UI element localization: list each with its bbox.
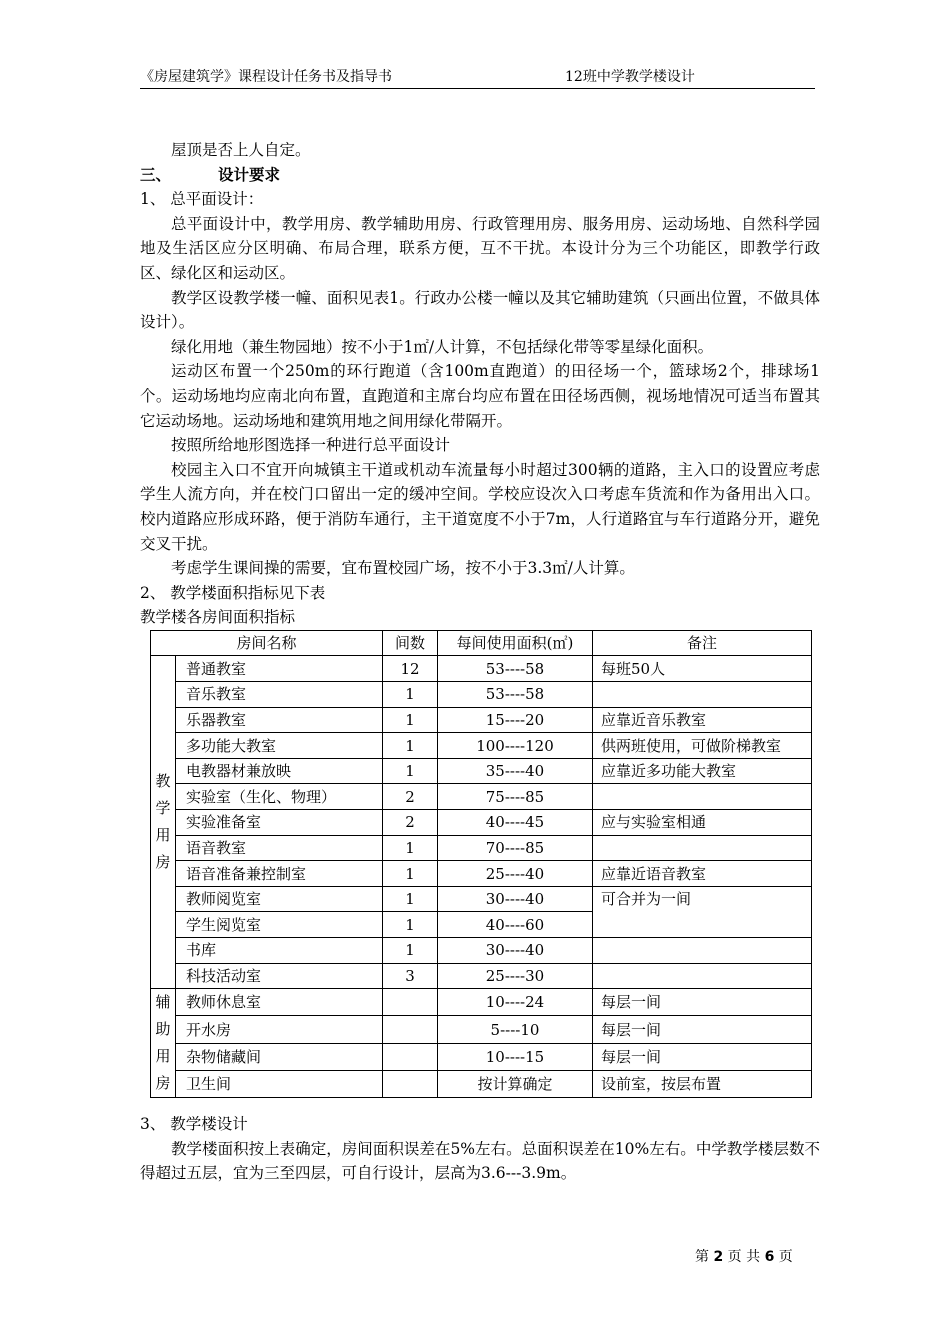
paragraph: 教学楼面积按上表确定，房间面积误差在5%左右。总面积误差在10%左右。中学教学楼层数不得超过五层，宜为三至四层，可自行设计，层高为3.6---3.9m。: [140, 1139, 820, 1183]
room-count-cell: 1: [383, 861, 438, 887]
room-area-cell: 75----85: [438, 784, 593, 810]
room-note-cell: 应靠近语音教室: [593, 861, 812, 887]
room-area-table: [150, 630, 812, 1098]
subsection-heading: 3、 教学楼设计: [140, 1115, 248, 1134]
room-count-cell: [383, 1043, 438, 1070]
table-row: [151, 733, 812, 759]
table-row: [151, 1016, 812, 1043]
table-row: [151, 707, 812, 733]
room-name-cell: 学生阅览室: [176, 912, 383, 938]
room-area-cell: 30----40: [438, 886, 593, 912]
room-name-cell: 科技活动室: [176, 963, 383, 989]
paragraph: 屋顶是否上人自定。: [171, 141, 311, 159]
room-name-cell: 开水房: [176, 1016, 383, 1043]
table-header-row: [151, 630, 812, 656]
header-area: 每间使用面积(㎡): [438, 630, 593, 656]
room-count-cell: 1: [383, 682, 438, 708]
room-note-cell: 每层一间: [593, 1043, 812, 1070]
room-name-cell: 乐器教室: [176, 707, 383, 733]
table-row: [151, 835, 812, 861]
room-name-cell: 多功能大教室: [176, 733, 383, 759]
table-row: [151, 682, 812, 708]
header-course-title: 《房屋建筑学》课程设计任务书及指导书: [140, 69, 392, 85]
paragraph: 校园主入口不宜开向城镇主干道或机动车流量每小时超过300辆的道路，主入口的设置应考虑学生人流方向，并在校门口留出一定的缓冲空间。学校应设次入口考虑车货流和作为备用出入口。校内道路应形成环路，便于消防车通行，主干道宽度不小于7m，人行道路宜与车行道路分开，避免交叉干扰。: [140, 460, 820, 553]
room-name-cell: 书库: [176, 938, 383, 964]
document-body: [140, 138, 820, 1186]
room-count-cell: 1: [383, 938, 438, 964]
room-count-cell: 1: [383, 707, 438, 733]
room-note-cell: 每班50人: [593, 656, 812, 682]
table-row: [151, 886, 812, 912]
header-room-name: 房间名称: [151, 630, 383, 656]
table-body: [151, 656, 812, 1098]
room-area-cell: 35----40: [438, 758, 593, 784]
room-note-cell: 每层一间: [593, 989, 812, 1016]
room-count-cell: 1: [383, 912, 438, 938]
paragraph: 绿化用地（兼生物园地）按不小于1㎡/人计算，不包括绿化带等零星绿化面积。: [171, 337, 714, 356]
paragraph: 运动区布置一个250m的环行跑道（含100m直跑道）的田径场一个，篮球场2个，排球场1个。运动场地均应南北向布置，直跑道和主席台均应布置在田径场西侧，视场地情况可适当布置其它运动场地。运动场地和建筑用地之间用绿化带隔开。: [140, 362, 820, 430]
table-row: [151, 1070, 812, 1097]
room-count-cell: 1: [383, 835, 438, 861]
room-area-cell: 10----15: [438, 1043, 593, 1070]
room-name-cell: 实验室（生化、物理）: [176, 784, 383, 810]
table-row: [151, 656, 812, 682]
paragraph: 教学区设教学楼一幢、面积见表1。行政办公楼一幢以及其它辅助建筑（只画出位置，不做具体设计）。: [140, 288, 820, 332]
room-note-cell: [593, 938, 812, 964]
room-name-cell: 教师阅览室: [176, 886, 383, 912]
section-heading: [140, 163, 820, 188]
room-count-cell: 1: [383, 886, 438, 912]
room-area-cell: 按计算确定: [438, 1070, 593, 1097]
room-name-cell: 语音教室: [176, 835, 383, 861]
room-note-cell: 每层一间: [593, 1016, 812, 1043]
room-count-cell: [383, 989, 438, 1016]
room-name-cell: 电教器材兼放映: [176, 758, 383, 784]
subsection-heading: 2、 教学楼面积指标见下表: [140, 583, 326, 602]
room-name-cell: 音乐教室: [176, 682, 383, 708]
section-title: 设计要求: [218, 164, 281, 184]
room-count-cell: 2: [383, 784, 438, 810]
footer-prefix: 第: [695, 1249, 709, 1265]
paragraph: 总平面设计中，教学用房、教学辅助用房、行政管理用房、服务用房、运动场地、自然科学园地及生活区应分区明确、布局合理，联系方便，互不干扰。本设计分为三个功能区，即教学行政区、绿化区和运动区。: [140, 214, 820, 282]
room-area-cell: 15----20: [438, 707, 593, 733]
room-note-cell: 可合并为一间: [593, 886, 812, 937]
table-row: [151, 938, 812, 964]
room-area-cell: 100----120: [438, 733, 593, 759]
room-name-cell: 语音准备兼控制室: [176, 861, 383, 887]
paragraph: 考虑学生课间操的需要，宜布置校园广场，按不小于3.3㎡/人计算。: [171, 559, 635, 578]
current-page-number: 2: [713, 1249, 724, 1265]
room-name-cell: 实验准备室: [176, 810, 383, 836]
room-count-cell: 2: [383, 810, 438, 836]
room-note-cell: 应靠近多功能大教室: [593, 758, 812, 784]
room-area-cell: 53----58: [438, 656, 593, 682]
room-note-cell: 设前室，按层布置: [593, 1070, 812, 1097]
room-count-cell: 1: [383, 733, 438, 759]
room-note-cell: [593, 682, 812, 708]
table-row: [151, 810, 812, 836]
header-count: 间数: [383, 630, 438, 656]
group-label-teaching: 教 学 用 房: [151, 656, 176, 989]
table-row: [151, 861, 812, 887]
room-count-cell: 12: [383, 656, 438, 682]
room-note-cell: 应靠近音乐教室: [593, 707, 812, 733]
room-note-cell: [593, 963, 812, 989]
room-note-cell: 供两班使用，可做阶梯教室: [593, 733, 812, 759]
subsection-heading: 1、 总平面设计：: [140, 190, 264, 209]
room-area-cell: 40----45: [438, 810, 593, 836]
section-number: 三、: [140, 164, 172, 184]
room-count-cell: 1: [383, 758, 438, 784]
footer-suffix: 页: [778, 1249, 793, 1265]
table-caption: 教学楼各房间面积指标: [140, 608, 296, 627]
room-name-cell: 教师休息室: [176, 989, 383, 1016]
room-area-cell: 25----40: [438, 861, 593, 887]
room-area-cell: 53----58: [438, 682, 593, 708]
table-row: [151, 758, 812, 784]
page-footer: [695, 1246, 793, 1266]
footer-middle: 页 共: [727, 1249, 761, 1265]
header-project-title: 12班中学教学楼设计: [565, 69, 695, 85]
room-note-cell: [593, 784, 812, 810]
header-note: 备注: [593, 630, 812, 656]
room-area-cell: 25----30: [438, 963, 593, 989]
table-row: [151, 963, 812, 989]
room-area-cell: 70----85: [438, 835, 593, 861]
room-note-cell: [593, 835, 812, 861]
table-row: [151, 784, 812, 810]
room-count-cell: 3: [383, 963, 438, 989]
room-name-cell: 卫生间: [176, 1070, 383, 1097]
table-row: [151, 989, 812, 1016]
room-note-cell: 应与实验室相通: [593, 810, 812, 836]
table-row: [151, 1043, 812, 1070]
room-area-cell: 30----40: [438, 938, 593, 964]
room-name-cell: 杂物储藏间: [176, 1043, 383, 1070]
page-header: [140, 66, 815, 89]
room-area-cell: 10----24: [438, 989, 593, 1016]
paragraph: 按照所给地形图选择一种进行总平面设计: [171, 436, 451, 455]
group-label-auxiliary: 辅 助 用 房: [151, 989, 176, 1098]
room-name-cell: 普通教室: [176, 656, 383, 682]
room-area-cell: 40----60: [438, 912, 593, 938]
room-area-cell: 5----10: [438, 1016, 593, 1043]
room-count-cell: [383, 1016, 438, 1043]
room-count-cell: [383, 1070, 438, 1097]
total-page-count: 6: [764, 1249, 775, 1265]
